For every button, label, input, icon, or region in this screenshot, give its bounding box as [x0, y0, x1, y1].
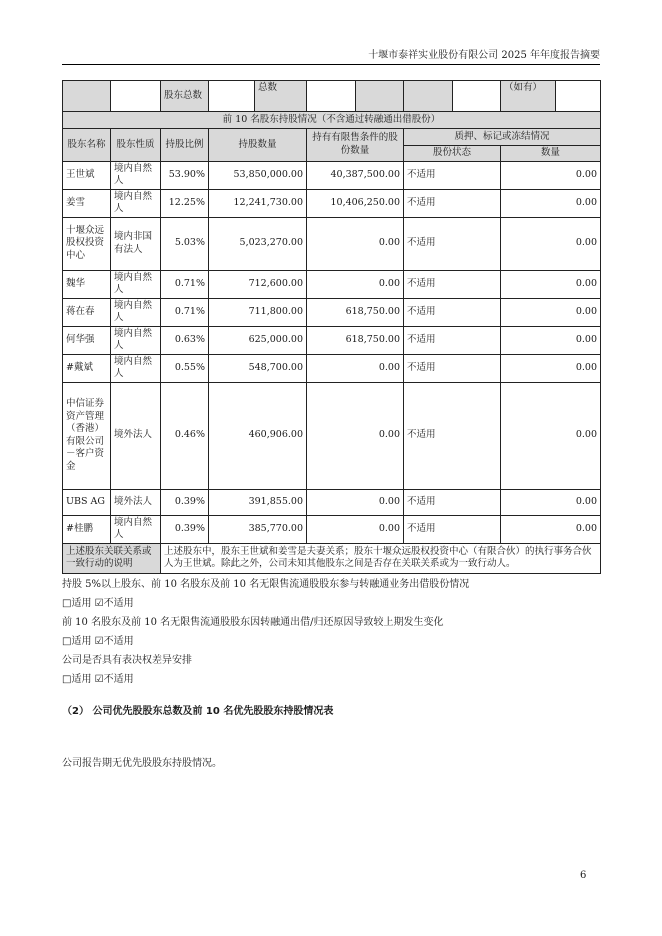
- row-restricted: 0.00: [307, 382, 404, 489]
- checkbox-choice-2: □适用 ☑不适用: [62, 636, 134, 647]
- checkbox-choice-3: □适用 ☑不适用: [62, 674, 134, 685]
- row-ratio: 0.46%: [161, 382, 209, 489]
- row-qty: 5,023,270.00: [209, 217, 307, 270]
- row-restricted: 0.00: [307, 270, 404, 298]
- row-restricted: 0.00: [307, 217, 404, 270]
- header-ratio: 持股比例: [161, 129, 209, 162]
- header-pledge-qty: 数量: [501, 146, 601, 162]
- top-label-total2: 总数: [255, 81, 306, 111]
- row-status: 不适用: [404, 189, 501, 217]
- row-ratio: 0.71%: [161, 270, 209, 298]
- top-row: [63, 81, 601, 112]
- top-label-if: （如有）: [501, 81, 556, 111]
- table-row: [63, 161, 601, 189]
- row-status: 不适用: [404, 217, 501, 270]
- row-ratio: 0.63%: [161, 326, 209, 354]
- row-nature: 境内自然人: [111, 354, 161, 382]
- table-row: [63, 354, 601, 382]
- note-securities-lending: 持股 5%以上股东、前 10 名股东及前 10 名无限售流通股股东参与转融通业务出借股份情况: [62, 579, 470, 590]
- page-number: 6: [580, 870, 587, 881]
- row-pledge-qty: 0.00: [501, 270, 601, 298]
- row-ratio: 0.39%: [161, 489, 209, 515]
- row-nature: 境内非国有法人: [111, 217, 161, 270]
- row-qty: 625,000.00: [209, 326, 307, 354]
- table-row: [63, 515, 601, 543]
- relation-text: 上述股东中，股东王世斌和姜雪是夫妻关系；股东十堰众远股权投资中心（有限合伙）的执行事务合伙人为王世斌。除此之外，公司未知其他股东之间是否存在关联关系或为一致行动人。: [161, 543, 601, 573]
- row-status: 不适用: [404, 489, 501, 515]
- section2-text: 公司报告期无优先股股东持股情况。: [62, 758, 222, 769]
- row-pledge-qty: 0.00: [501, 217, 601, 270]
- section2-title: （2） 公司优先股股东总数及前 10 名优先股股东持股情况表: [62, 706, 334, 717]
- row-restricted: 40,387,500.00: [307, 161, 404, 189]
- row-nature: 境内自然人: [111, 270, 161, 298]
- table-row: [63, 189, 601, 217]
- row-pledge-qty: 0.00: [501, 382, 601, 489]
- row-nature: 境内自然人: [111, 515, 161, 543]
- row-qty: 460,906.00: [209, 382, 307, 489]
- shareholder-table: [62, 80, 601, 574]
- row-restricted: 10,406,250.00: [307, 189, 404, 217]
- header-nature: 股东性质: [111, 129, 161, 162]
- table-row: [63, 270, 601, 298]
- table-row: [63, 489, 601, 515]
- row-name: 何华强: [63, 326, 111, 354]
- note-lending-change: 前 10 名股东及前 10 名无限售流通股股东因转融通出借/归还原因导致较上期发生变化: [62, 617, 444, 628]
- row-pledge-qty: 0.00: [501, 161, 601, 189]
- row-name: #桂鹏: [63, 515, 111, 543]
- row-pledge-qty: 0.00: [501, 354, 601, 382]
- header-name: 股东名称: [63, 129, 111, 162]
- row-nature: 境外法人: [111, 382, 161, 489]
- row-qty: 391,855.00: [209, 489, 307, 515]
- row-nature: 境外法人: [111, 489, 161, 515]
- row-pledge-qty: 0.00: [501, 489, 601, 515]
- row-name: #戴斌: [63, 354, 111, 382]
- header-rule: [62, 64, 600, 65]
- row-status: 不适用: [404, 270, 501, 298]
- row-nature: 境内自然人: [111, 326, 161, 354]
- row-restricted: 0.00: [307, 515, 404, 543]
- row-nature: 境内自然人: [111, 298, 161, 326]
- top-cell-split: [209, 81, 307, 112]
- row-name: 十堰众远股权投资中心: [63, 217, 111, 270]
- row-qty: 548,700.00: [209, 354, 307, 382]
- header-qty: 持股数量: [209, 129, 307, 162]
- row-restricted: 618,750.00: [307, 298, 404, 326]
- row-pledge-qty: 0.00: [501, 298, 601, 326]
- row-name: 王世斌: [63, 161, 111, 189]
- row-qty: 711,800.00: [209, 298, 307, 326]
- row-ratio: 12.25%: [161, 189, 209, 217]
- relation-label: 上述股东关联关系或一致行动的说明: [63, 543, 161, 573]
- row-qty: 53,850,000.00: [209, 161, 307, 189]
- row-name: 魏华: [63, 270, 111, 298]
- row-name: 中信证券资产管理（香港）有限公司－客户资金: [63, 382, 111, 489]
- row-name: 蒋在春: [63, 298, 111, 326]
- table-row: [63, 217, 601, 270]
- top-label-total: 股东总数: [161, 81, 209, 112]
- row-status: 不适用: [404, 298, 501, 326]
- row-name: UBS AG: [63, 489, 111, 515]
- row-name: 姜雪: [63, 189, 111, 217]
- table-row: [63, 382, 601, 489]
- top-cell-split2: [307, 81, 404, 112]
- row-restricted: 0.00: [307, 489, 404, 515]
- row-ratio: 5.03%: [161, 217, 209, 270]
- row-status: 不适用: [404, 326, 501, 354]
- header-pledge: 质押、标记或冻结情况: [404, 129, 601, 146]
- checkbox-choice-1: □适用 ☑不适用: [62, 598, 134, 609]
- row-qty: 712,600.00: [209, 270, 307, 298]
- row-qty: 385,770.00: [209, 515, 307, 543]
- page-header: 十堰市泰祥实业股份有限公司 2025 年年度报告摘要: [368, 50, 600, 61]
- top-cell-blank: [63, 81, 111, 112]
- row-nature: 境内自然人: [111, 189, 161, 217]
- row-qty: 12,241,730.00: [209, 189, 307, 217]
- row-pledge-qty: 0.00: [501, 326, 601, 354]
- top-cell-split4: [501, 81, 601, 112]
- row-restricted: 618,750.00: [307, 326, 404, 354]
- row-ratio: 0.39%: [161, 515, 209, 543]
- row-restricted: 0.00: [307, 354, 404, 382]
- top-cell-empty: [111, 81, 161, 112]
- row-ratio: 0.71%: [161, 298, 209, 326]
- table-row: [63, 298, 601, 326]
- row-ratio: 53.90%: [161, 161, 209, 189]
- section-title: 前 10 名股东持股情况（不含通过转融通出借股份）: [63, 112, 601, 129]
- row-pledge-qty: 0.00: [501, 515, 601, 543]
- row-status: 不适用: [404, 161, 501, 189]
- row-status: 不适用: [404, 382, 501, 489]
- table-row: [63, 326, 601, 354]
- note-voting-rights: 公司是否具有表决权差异安排: [62, 655, 192, 666]
- header-pledge-status: 股份状态: [404, 146, 501, 162]
- header-restricted: 持有有限售条件的股份数量: [307, 129, 404, 162]
- row-status: 不适用: [404, 515, 501, 543]
- row-nature: 境内自然人: [111, 161, 161, 189]
- top-cell-split3: [404, 81, 501, 112]
- row-ratio: 0.55%: [161, 354, 209, 382]
- row-status: 不适用: [404, 354, 501, 382]
- row-pledge-qty: 0.00: [501, 189, 601, 217]
